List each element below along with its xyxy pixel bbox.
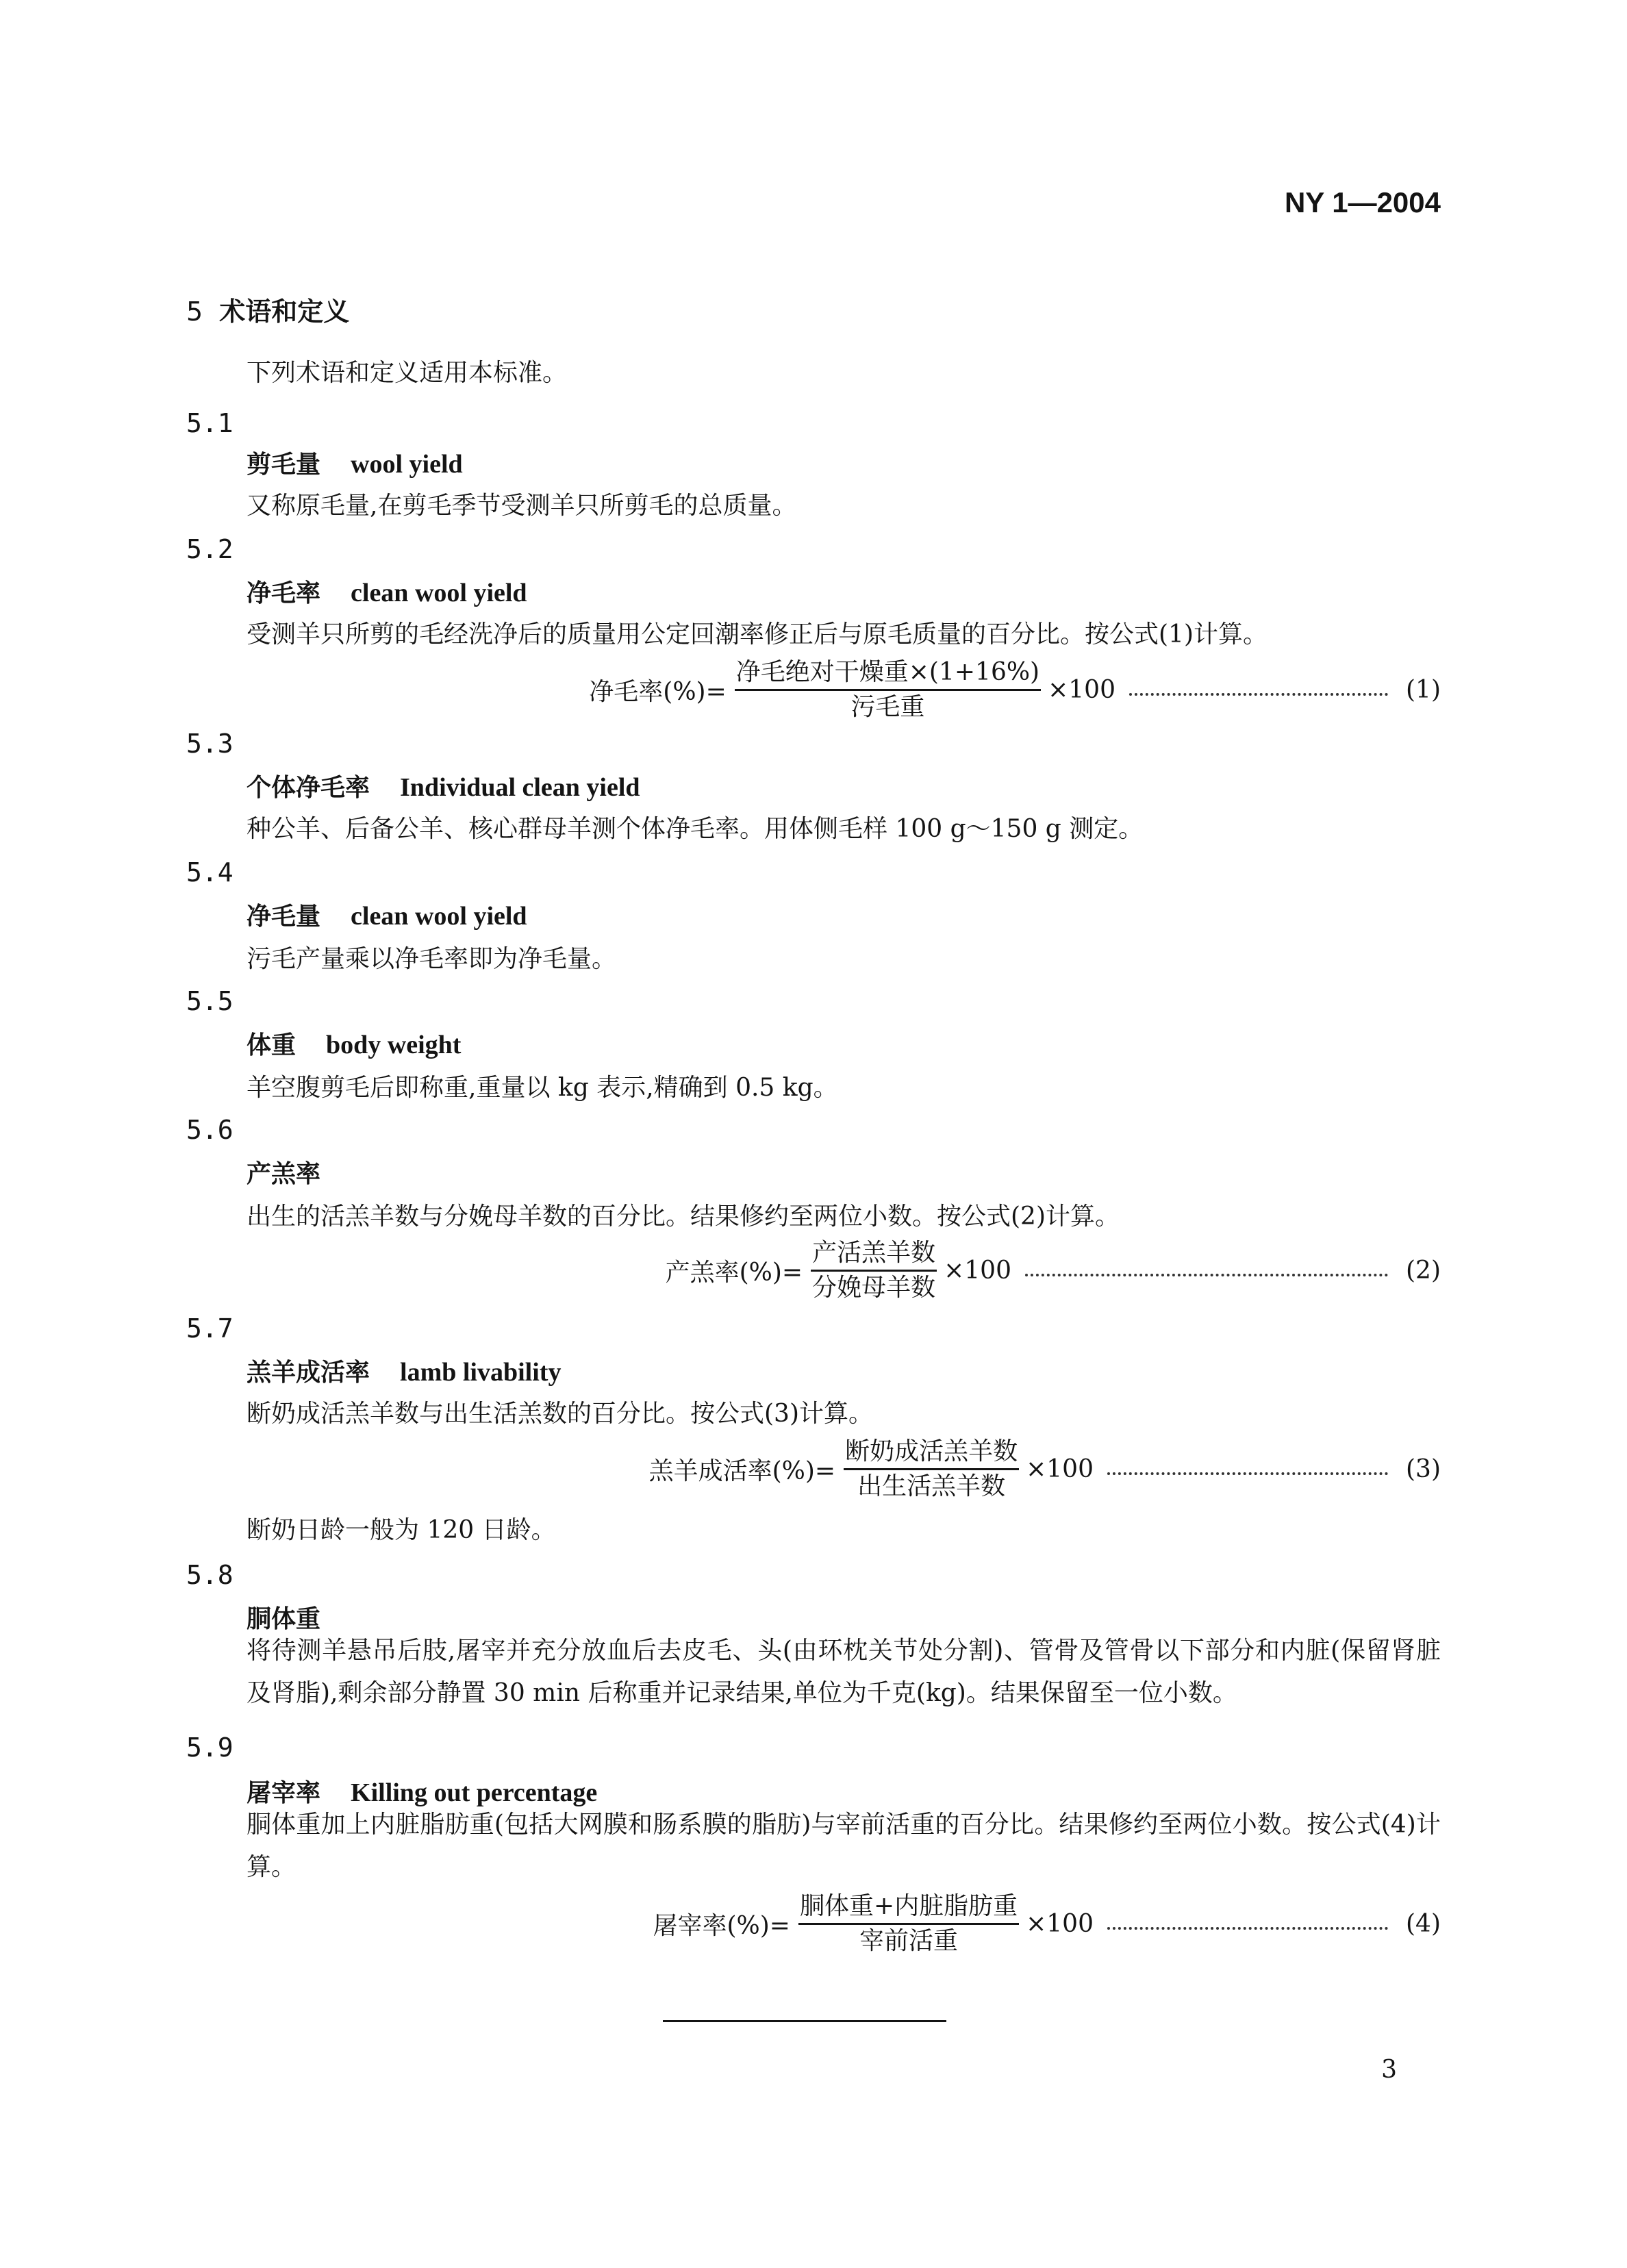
term-chinese: 羔羊成活率 (247, 1358, 370, 1387)
term-chinese: 个体净毛率 (247, 773, 370, 802)
leader-dots (1107, 1927, 1388, 1930)
formula-lhs: 屠宰率(%)= (653, 1912, 790, 1940)
term-english: Killing out percentage (351, 1778, 598, 1807)
formula-4 (653, 1891, 1441, 1956)
formula-denominator: 分娩母羊数 (812, 1274, 936, 1302)
formula-multiplier: ×100 (1048, 676, 1115, 704)
term-title (247, 897, 527, 932)
leader-dots (1129, 693, 1388, 696)
formula-fraction (735, 657, 1041, 722)
term-english: lamb livability (400, 1358, 562, 1387)
section-title: 术语和定义 (219, 297, 350, 327)
formula-number: (1) (1406, 676, 1441, 704)
term-chinese: 净毛量 (247, 902, 321, 931)
clause-number: 5.7 (186, 1313, 234, 1344)
clause-number: 5.4 (186, 857, 234, 887)
clause-text: 出生的活羔羊数与分娩母羊数的百分比。结果修约至两位小数。按公式(2)计算。 (247, 1202, 1120, 1231)
term-english: clean wool yield (351, 579, 527, 607)
formula-numerator: 胴体重+内脏脂肪重 (798, 1891, 1019, 1925)
formula-fraction (844, 1437, 1019, 1502)
formula-3 (649, 1437, 1441, 1502)
clause-text: 胴体重加上内脏脂肪重(包括大网膜和肠系膜的脂肪)与宰前活重的百分比。结果修约至两位小数。按公式(4)计算。 (247, 1811, 1441, 1881)
clause-text: 受测羊只所剪的毛经洗净后的质量用公定回潮率修正后与原毛质量的百分比。按公式(1)计算。 (247, 620, 1267, 648)
section-number: 5 (186, 297, 203, 327)
term-title (247, 574, 527, 609)
clause-text: 断奶成活羔羊数与出生活羔数的百分比。按公式(3)计算。 (247, 1400, 873, 1428)
formula-lhs: 净毛率(%)= (589, 678, 727, 706)
end-rule (663, 2020, 946, 2022)
term-english: wool yield (351, 450, 463, 479)
term-chinese: 净毛率 (247, 579, 321, 607)
formula-multiplier: ×100 (944, 1257, 1011, 1285)
formula-2 (666, 1238, 1441, 1303)
formula-multiplier: ×100 (1026, 1910, 1094, 1938)
formula-numerator: 净毛绝对干燥重×(1+16%) (735, 657, 1041, 691)
formula-fraction (811, 1238, 937, 1303)
clause-number: 5.6 (186, 1115, 234, 1145)
clause-text: 又称原毛量,在剪毛季节受测羊只所剪毛的总质量。 (247, 492, 797, 520)
formula-number: (4) (1406, 1910, 1441, 1938)
term-title (247, 1026, 461, 1061)
document-code: NY 1—2004 (1284, 186, 1441, 218)
clause-text: 羊空腹剪毛后即称重,重量以 kg 表示,精确到 0.5 kg。 (247, 1074, 838, 1102)
term-english: body weight (326, 1031, 462, 1059)
formula-number: (3) (1406, 1455, 1441, 1483)
formula-denominator: 污毛重 (850, 693, 925, 721)
leader-dots (1107, 1472, 1388, 1475)
leader-dots (1025, 1274, 1388, 1276)
term-chinese: 胴体重 (247, 1604, 321, 1633)
formula-numerator: 断奶成活羔羊数 (844, 1437, 1019, 1470)
clause-text: 将待测羊悬吊后肢,屠宰并充分放血后去皮毛、头(由环枕关节处分割)、管骨及管骨以下部分和内脏(保留肾脏及肾脂),剩余部分静置 30 min 后称重并记录结果,单位为千克(kg)。结果保留至一位小数。 (247, 1637, 1441, 1707)
clause-number: 5.3 (186, 729, 234, 759)
formula-denominator: 宰前活重 (859, 1927, 959, 1955)
formula-multiplier: ×100 (1026, 1455, 1094, 1483)
term-english: clean wool yield (351, 902, 527, 931)
clause-number: 5.1 (186, 408, 234, 438)
formula-lhs: 羔羊成活率(%)= (648, 1457, 836, 1485)
page-number: 3 (1381, 2056, 1397, 2084)
clause-text: 污毛产量乘以净毛率即为净毛量。 (247, 945, 617, 973)
clause-number: 5.8 (186, 1560, 234, 1590)
formula-number: (2) (1406, 1257, 1441, 1285)
formula-denominator: 出生活羔羊数 (857, 1472, 1006, 1500)
term-title (247, 1353, 561, 1388)
formula-numerator: 产活羔羊数 (811, 1238, 937, 1272)
clause-note: 断奶日龄一般为 120 日龄。 (247, 1516, 556, 1544)
term-title (247, 768, 640, 803)
term-title (247, 1155, 320, 1189)
term-chinese: 屠宰率 (247, 1778, 321, 1807)
clause-number: 5.9 (186, 1732, 234, 1763)
formula-fraction (798, 1891, 1019, 1956)
clause-number: 5.2 (186, 534, 234, 564)
formula-1 (589, 657, 1441, 722)
term-chinese: 剪毛量 (247, 450, 321, 479)
clause-text: 种公羊、后备公羊、核心群母羊测个体净毛率。用体侧毛样 100 g～150 g 测定。 (247, 815, 1144, 843)
term-title (247, 445, 463, 480)
section-intro: 下列术语和定义适用本标准。 (247, 359, 568, 387)
term-english: Individual clean yield (400, 773, 640, 802)
section-heading (186, 290, 349, 328)
term-chinese: 产羔率 (247, 1159, 321, 1188)
clause-number: 5.5 (186, 986, 234, 1016)
formula-lhs: 产羔率(%)= (665, 1259, 803, 1287)
term-chinese: 体重 (247, 1031, 297, 1059)
